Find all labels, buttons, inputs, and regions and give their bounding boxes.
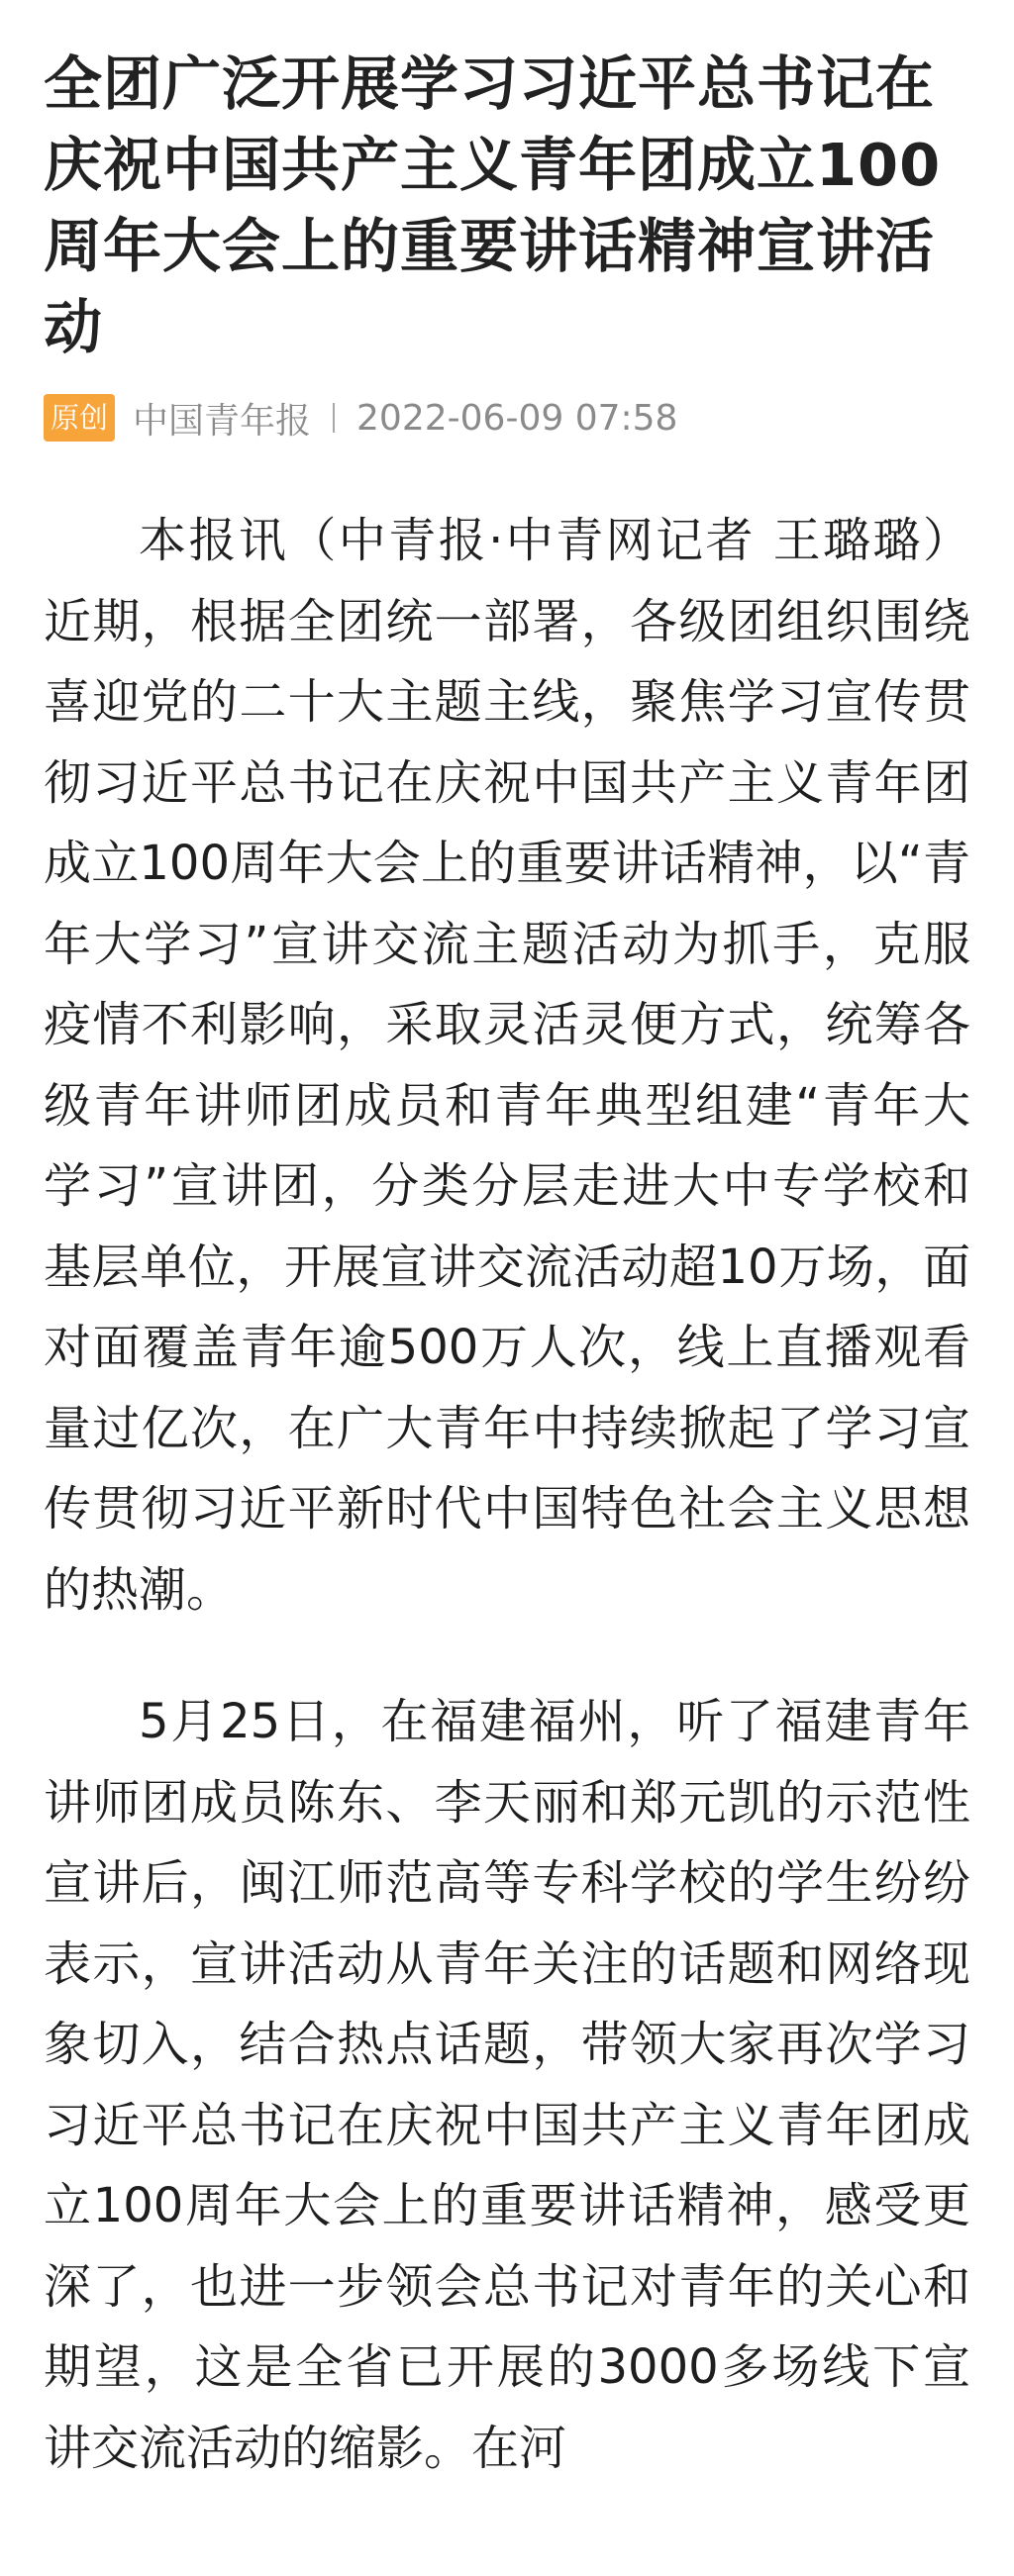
publish-datetime: 2022-06-09 07:58 [356,397,678,439]
article [44,0,970,2489]
source-name[interactable]: 中国青年报 [133,400,312,442]
meta-divider [333,403,335,433]
article-paragraph: 5月25日，在福建福州，听了福建青年讲师团成员陈东、李天丽和郑元凯的示范性宣讲后，闽江师范高等专科学校的学生纷纷表示，宣讲活动从青年关注的话题和网络现象切入，结合热点话题，带领大家再次学习习近平总书记在庆祝中国共产主义青年团成立100周年大会上的重要讲话精神，感受更深了，也进一步领会总书记对青年的关心和期望，这是全省已开展的3000多场线下宣讲交流活动的缩影。在河 [44,1694,970,2476]
article-meta [44,390,970,446]
article-paragraph: 本报讯（中青报·中青网记者 王璐璐）近期，根据全团统一部署，各级团组织围绕喜迎党的二十大主题主线，聚焦学习宣传贯彻习近平总书记在庆祝中国共产主义青年团成立100周年大会上的重要讲话精神，以“青年大学习”宣讲交流主题活动为抓手，克服疫情不利影响，采取灵活灵便方式，统筹各级青年讲师团成员和青年典型组建“青年大学习”宣讲团，分类分层走进大中专学校和基层单位，开展宣讲交流活动超10万场，面对面覆盖青年逾500万人次，线上直播观看量过亿次，在广大青年中持续掀起了学习宣传贯彻习近平新时代中国特色社会主义思想的热潮。 [44,513,970,1618]
original-badge: 原创 [44,394,115,442]
article-title: 全团广泛开展学习习近平总书记在庆祝中国共产主义青年团成立100周年大会上的重要讲话精神宣讲活动 [44,50,942,361]
